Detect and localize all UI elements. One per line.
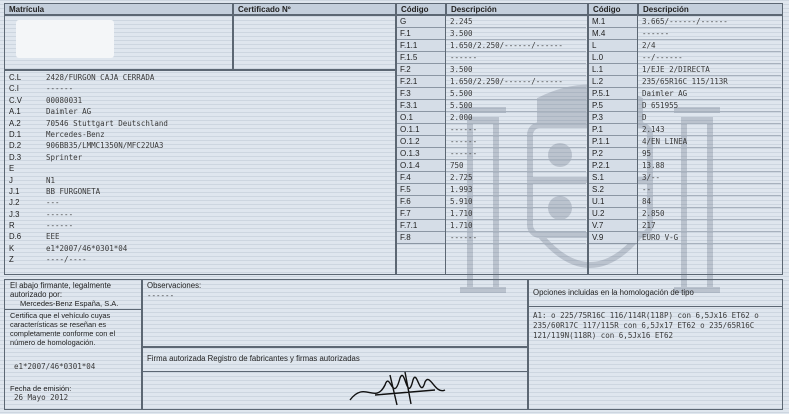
field-code: R <box>9 221 15 231</box>
observaciones-value: ------ <box>147 291 175 300</box>
field-code: V.9 <box>589 232 637 244</box>
field-code: F.6 <box>397 196 445 208</box>
field-code: M.1 <box>589 16 637 28</box>
field-value: Daimler AG <box>46 107 92 117</box>
field-value: 2.850 <box>638 208 781 220</box>
field-code: F.7 <box>397 208 445 220</box>
field-code: F.1 <box>397 28 445 40</box>
field-value: 750 <box>446 160 586 172</box>
field-code: J <box>9 175 13 185</box>
field-code: O.1.4 <box>397 160 445 172</box>
field-value: EEE <box>46 232 60 242</box>
field-code: A.1 <box>9 107 21 117</box>
field-code: Z <box>9 255 14 265</box>
field-value: D 651955 <box>638 100 781 112</box>
field-code: D.3 <box>9 152 22 162</box>
left-code-column <box>9 72 36 266</box>
field-value: ------ <box>446 124 586 136</box>
field-value: 3.500 <box>446 28 586 40</box>
field-code: D.2 <box>9 141 22 151</box>
field-value: 13.88 <box>638 160 781 172</box>
field-code: S.1 <box>589 172 637 184</box>
certifies-divider <box>4 309 142 310</box>
field-code: F.8 <box>397 232 445 244</box>
field-value: ------ <box>446 136 586 148</box>
field-code: G <box>397 16 445 28</box>
field-code: U.1 <box>589 196 637 208</box>
field-code: O.1.3 <box>397 148 445 160</box>
opciones-text: A1: o 225/75R16C 116/114R(118P) con 6,5Jx16 ET62 o 235/60R17C 117/115R con 6,5Jx17 ET62 o 235/65R16C 121/119N(118R) con 6,5Jx16 ET62 <box>533 311 759 340</box>
signatory-label: El abajo firmante, legalmente autorizado por: <box>10 281 111 299</box>
field-value: --- <box>46 198 60 208</box>
field-code: A.2 <box>9 118 21 128</box>
field-value: 2.000 <box>446 112 586 124</box>
field-code: O.1 <box>397 112 445 124</box>
field-code: K <box>9 243 15 253</box>
field-code: C.L <box>9 73 22 82</box>
field-value: 1/EJE 2/DIRECTA <box>638 64 781 76</box>
signature-scribble <box>345 360 455 410</box>
firma-label: Firma autorizada Registro de fabricantes y firmas autorizadas <box>147 354 360 363</box>
field-code: C.I <box>9 84 19 94</box>
field-code: F.1.1 <box>397 40 445 52</box>
field-value: BB FURGONETA <box>46 186 101 196</box>
field-code: P.1.1 <box>589 136 637 148</box>
field-value: 235/65R16C 115/113R <box>638 76 781 88</box>
field-value: ------ <box>446 148 586 160</box>
mid-descripcion-header: Descripción <box>446 3 588 15</box>
firma-divider <box>142 371 528 372</box>
field-code: F.3.1 <box>397 100 445 112</box>
field-code: D.1 <box>9 129 22 139</box>
issue-date-label: Fecha de emisión: <box>10 384 72 393</box>
signatory-company: Mercedes-Benz España, S.A. <box>20 299 119 308</box>
field-value: Sprinter <box>46 152 83 162</box>
field-code: C.V <box>9 95 22 105</box>
field-code: F.1.5 <box>397 52 445 64</box>
field-code: F.2.1 <box>397 76 445 88</box>
field-value: 95 <box>638 148 781 160</box>
field-value: 3.665/------/------ <box>638 16 781 28</box>
paper-stripe <box>0 412 789 413</box>
field-value: e1*2007/46*0301*04 <box>46 243 128 253</box>
field-value: 1.710 <box>446 208 586 220</box>
field-value: Mercedes-Benz <box>46 129 105 139</box>
field-value: ------ <box>638 28 781 40</box>
certificado-header: Certificado Nº <box>233 3 396 15</box>
field-code: P.1 <box>589 124 637 136</box>
field-value: 1.650/2.250/------/------ <box>446 76 586 88</box>
right-codigo-header: Código <box>588 3 638 15</box>
field-code: P.2.1 <box>589 160 637 172</box>
field-value: ------ <box>46 84 74 94</box>
field-value: --/------ <box>638 52 781 64</box>
plate-redaction <box>16 20 114 58</box>
field-code: L <box>589 40 637 52</box>
left-value-column <box>42 72 382 266</box>
field-value: ----/---- <box>46 255 87 265</box>
field-value: 2/4 <box>638 40 781 52</box>
field-code: S.2 <box>589 184 637 196</box>
mid-code-column <box>397 16 445 244</box>
field-value: 1.650/2.250/------/------ <box>446 40 586 52</box>
field-code: V.7 <box>589 220 637 232</box>
certifies-text: Certifica que el vehículo cuyas características se reseñan es completamente conforme con el número de homologación. <box>10 311 116 347</box>
right-code-column <box>589 16 637 244</box>
field-code: F.5 <box>397 184 445 196</box>
field-code: J.3 <box>9 209 20 219</box>
field-code: P.2 <box>589 148 637 160</box>
field-code: F.3 <box>397 88 445 100</box>
field-value: 5.500 <box>446 100 586 112</box>
field-value: 2428/FURGON CAJA CERRADA <box>46 73 155 82</box>
field-code: D.6 <box>9 232 22 242</box>
field-value: ------ <box>446 52 586 64</box>
field-value: 5.910 <box>446 196 586 208</box>
issue-date: 26 Mayo 2012 <box>14 393 69 402</box>
field-value: 00080031 <box>46 95 83 105</box>
field-code: J.1 <box>9 186 20 196</box>
field-value: 3/-- <box>638 172 781 184</box>
field-code: P.5 <box>589 100 637 112</box>
field-value: 2.245 <box>446 16 586 28</box>
field-value: D <box>638 112 781 124</box>
field-value: ------ <box>46 221 74 231</box>
field-value: -- <box>638 184 781 196</box>
field-value: 1.993 <box>446 184 586 196</box>
mid-value-column <box>446 16 586 244</box>
paper-stripe <box>0 0 789 1</box>
field-code: L.1 <box>589 64 637 76</box>
field-value: 2.143 <box>638 124 781 136</box>
field-code: O.1.2 <box>397 136 445 148</box>
field-code: E <box>9 164 15 174</box>
field-code: F.4 <box>397 172 445 184</box>
field-code: M.4 <box>589 28 637 40</box>
field-value: Daimler AG <box>638 88 781 100</box>
field-code: O.1.1 <box>397 124 445 136</box>
field-value: EURO V-G <box>638 232 781 244</box>
field-value: 2.725 <box>446 172 586 184</box>
right-value-column <box>638 16 781 244</box>
field-code: L.2 <box>589 76 637 88</box>
field-code: F.2 <box>397 64 445 76</box>
right-descripcion-header: Descripción <box>638 3 783 15</box>
field-value: 3.500 <box>446 64 586 76</box>
field-code: F.7.1 <box>397 220 445 232</box>
field-code: U.2 <box>589 208 637 220</box>
field-code: P.3 <box>589 112 637 124</box>
field-code: L.0 <box>589 52 637 64</box>
field-value: 906BB35/LMMC1350N/MFC22UA3 <box>46 141 164 151</box>
observaciones-label: Observaciones: <box>147 281 202 290</box>
field-value <box>42 163 382 174</box>
opciones-label: Opciones incluidas en la homologación de tipo <box>533 288 694 297</box>
field-code: J.2 <box>9 198 20 208</box>
field-value: ------ <box>46 209 74 219</box>
matricula-header: Matrícula <box>4 3 233 15</box>
field-value: 4/EN LINEA <box>638 136 781 148</box>
field-value: 84 <box>638 196 781 208</box>
field-value: 5.500 <box>446 88 586 100</box>
mid-codigo-header: Código <box>396 3 446 15</box>
field-value: 1.710 <box>446 220 586 232</box>
field-value: 70546 Stuttgart Deutschland <box>46 118 168 128</box>
field-value: 217 <box>638 220 781 232</box>
field-code: P.5.1 <box>589 88 637 100</box>
certificado-field <box>233 15 396 70</box>
field-value: ------ <box>446 232 586 244</box>
field-value: N1 <box>46 175 56 185</box>
homologation-number: e1*2007/46*0301*04 <box>14 362 96 371</box>
